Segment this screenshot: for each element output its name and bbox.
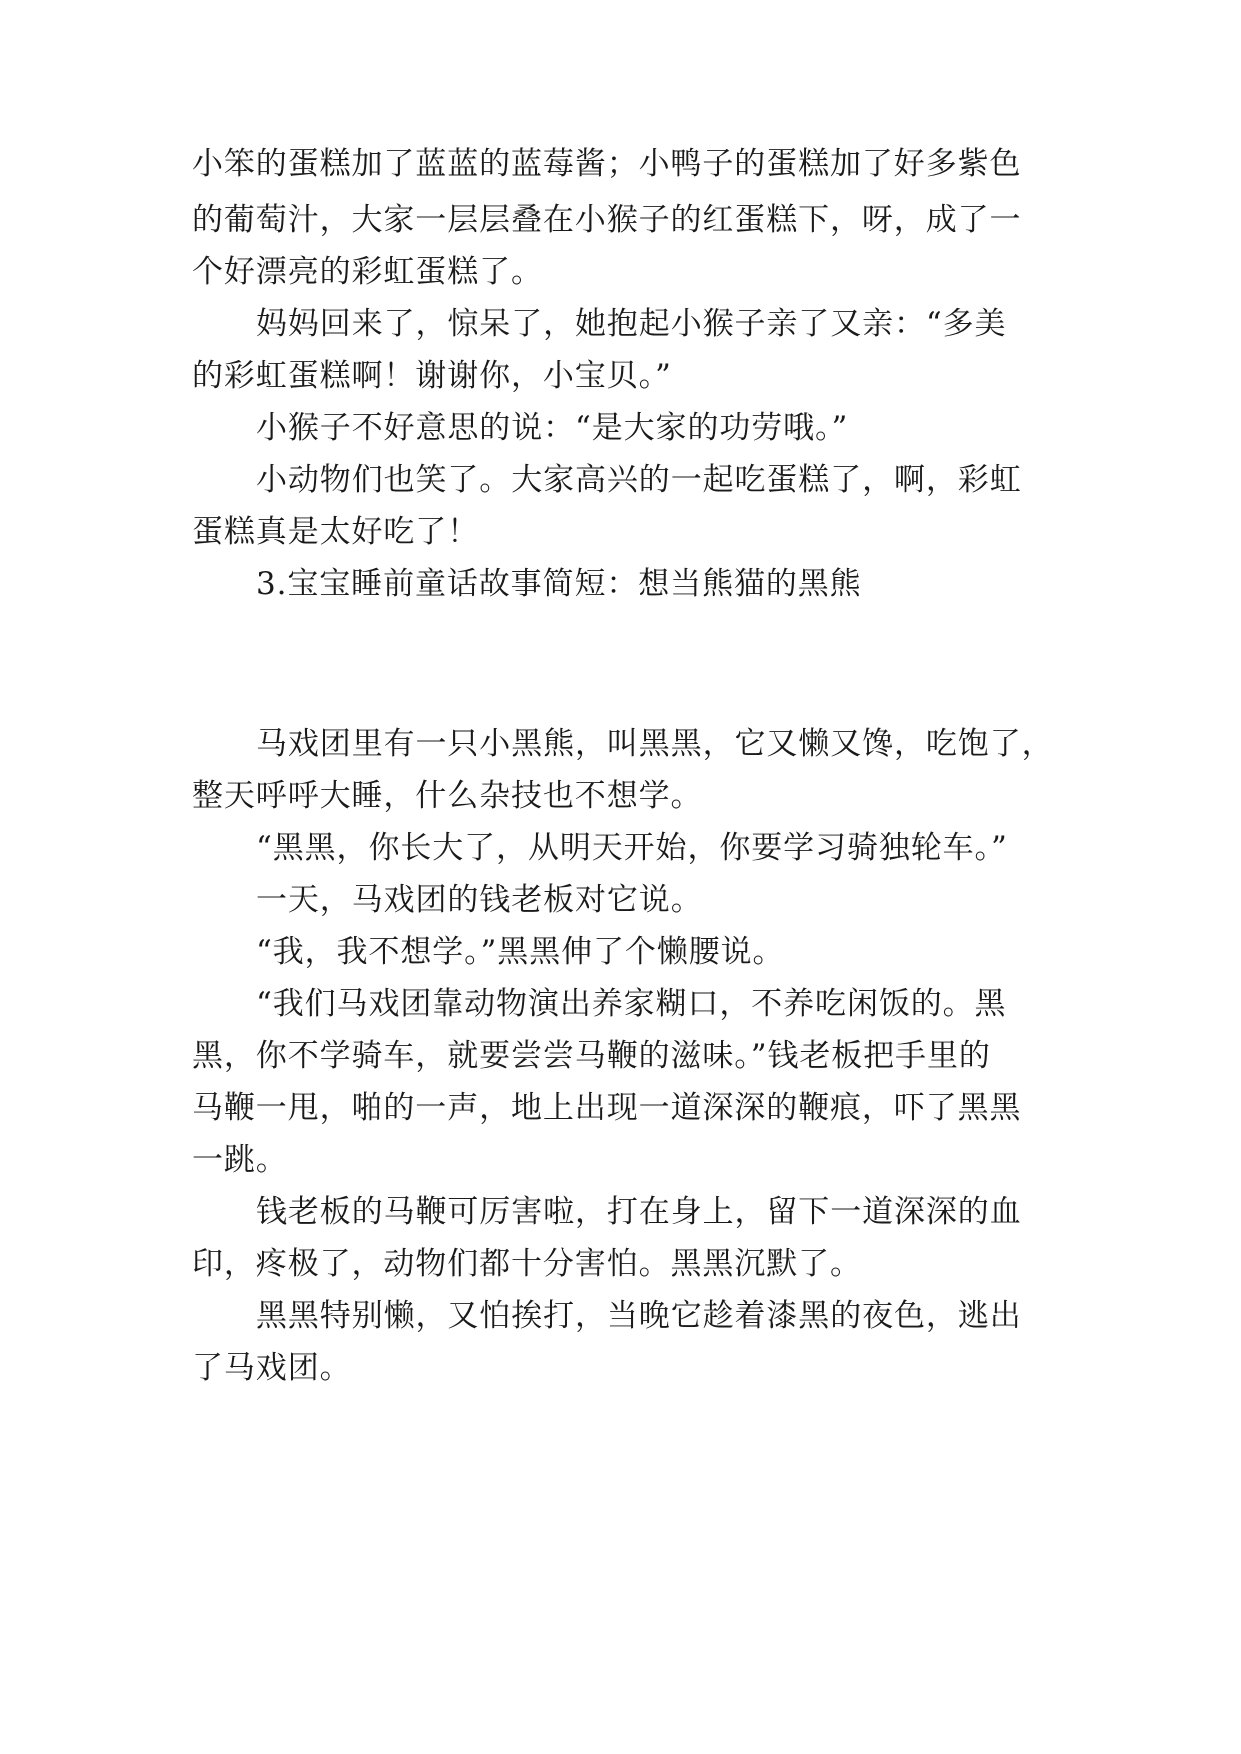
document-page [192, 0, 1062, 1754]
text-line: 小猴子不好意思的说：“是大家的功劳哦。” [256, 410, 849, 446]
text-line: “我，我不想学。”黑黑伸了个懒腰说。 [256, 934, 785, 970]
text-line: 一跳。 [192, 1142, 288, 1178]
text-line: 黑黑特别懒，又怕挨打，当晚它趁着漆黑的夜色，逃出 [256, 1298, 1022, 1334]
text-line: 一天，马戏团的钱老板对它说。 [256, 882, 703, 918]
text-line: 了马戏团。 [192, 1350, 352, 1386]
text-line: 小动物们也笑了。大家高兴的一起吃蛋糕了，啊，彩虹 [256, 462, 1022, 498]
text-line: 印，疼极了，动物们都十分害怕。黑黑沉默了。 [192, 1246, 862, 1282]
text-line: “我们马戏团靠动物演出养家糊口，不养吃闲饭的。黑 [256, 986, 1007, 1022]
text-line: 妈妈回来了，惊呆了，她抱起小猴子亲了又亲：“多美 [256, 306, 1007, 342]
text-line: 马鞭一甩，啪的一声，地上出现一道深深的鞭痕，吓了黑黑 [192, 1090, 1022, 1126]
text-line: 整天呼呼大睡，什么杂技也不想学。 [192, 778, 703, 814]
text-line: 的葡萄汁，大家一层层叠在小猴子的红蛋糕下，呀，成了一 [192, 202, 1022, 238]
text-line: 黑，你不学骑车，就要尝尝马鞭的滋味。”钱老板把手里的 [192, 1038, 991, 1074]
text-line: “黑黑，你长大了，从明天开始，你要学习骑独轮车。” [256, 830, 1008, 866]
text-line: 小笨的蛋糕加了蓝蓝的蓝莓酱；小鸭子的蛋糕加了好多紫色 [192, 146, 1022, 182]
text-line: 马戏团里有一只小黑熊，叫黑黑，它又懒又馋，吃饱了， [256, 726, 1054, 762]
text-line: 钱老板的马鞭可厉害啦，打在身上，留下一道深深的血 [256, 1194, 1022, 1230]
text-line: 的彩虹蛋糕啊！谢谢你，小宝贝。” [192, 358, 672, 394]
text-line: 个好漂亮的彩虹蛋糕了。 [192, 254, 543, 290]
section-heading: 3.宝宝睡前童话故事简短：想当熊猫的黑熊 [256, 566, 862, 602]
text-line: 蛋糕真是太好吃了！ [192, 514, 480, 550]
